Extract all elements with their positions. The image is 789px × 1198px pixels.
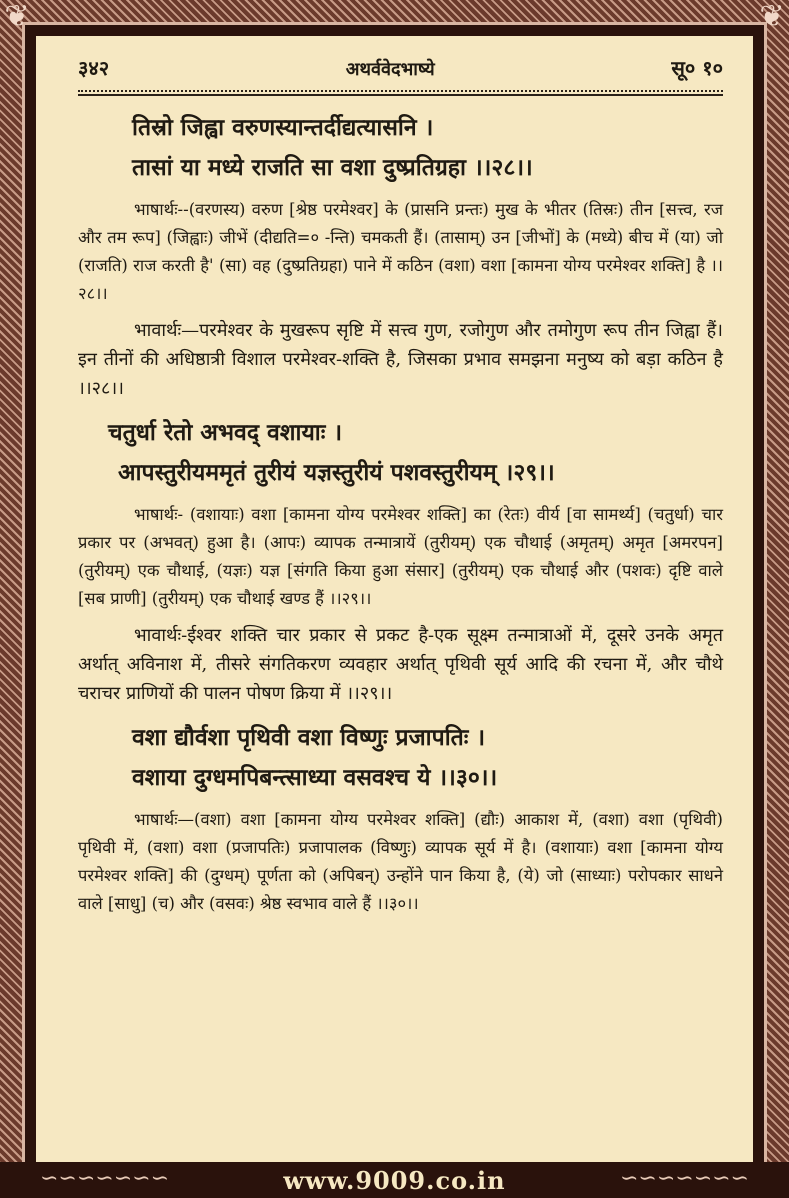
- scroll-ornament-icon: ∽∽∽∽∽∽∽: [619, 1166, 749, 1191]
- verse-29-line-2: आपस्तुरीयममृतं तुरीयं यज्ञस्तुरीयं पशवस्तुरीयम् ।२९।।: [118, 459, 555, 486]
- commentary-28-padartha: भाषार्थः--(वरणस्य) वरुण [श्रेष्ठ परमेश्वर] के (प्रासनि प्रन्तः) मुख के भीतर (तिस्रः) तीन [सत्त्व, रज और तम रूप] (जिह्वाः) जीभें (दीद्यति=० -न्ति) चमकती हैं। (तासाम्) उन [जीभों] के (मध्ये) बीच में (या) जो (राजति) राज करती है' (सा) वह (दुष्प्रतिग्रहा) पाने में कठिन (वशा) वशा [कामना योग्य परमेश्वर शक्ति] है ।।२८।।: [78, 200, 723, 303]
- website-link[interactable]: www.9009.co.in: [283, 1165, 506, 1195]
- commentary-29-bhavartha: भावार्थः-ईश्वर शक्ति चार प्रकार से प्रकट है-एक सूक्ष्म तन्मात्राओं में, दूसरे उनके अमृत अर्थात् अविनाश में, तीसरे संगतिकरण व्यवहार अर्थात् पृथिवी सूर्य आदि की रचना में, और चौथे चराचर प्राणियों की पालन पोषण क्रिया में ।।२९।।: [78, 625, 723, 704]
- commentary-28-bhavartha: भावार्थः—परमेश्वर के मुखरूप सृष्टि में सत्त्व गुण, रजोगुण और तमोगुण रूप तीन जिह्वा हैं। इन तीनों की अधिष्ठात्री विशाल परमेश्वर-शक्ति है, जिसका प्रभाव समझना मनुष्य को बड़ा कठिन है ।।२८।।: [78, 320, 723, 399]
- corner-ornament-icon: ❦: [759, 0, 785, 34]
- sukta-number: सू० १०: [671, 56, 723, 80]
- header-rule: [78, 90, 723, 96]
- page-number: ३४२: [78, 56, 110, 80]
- commentary-29-padartha: भाषार्थः- (वशायाः) वशा [कामना योग्य परमेश्वर शक्ति] का (रेतः) वीर्य [वा सामर्थ्य] (चतुर्धा) चार प्रकार पर (अभवत्) हुआ है। (आपः) व्यापक तन्मात्रायें (तुरीयम्) एक चौथाई (अमृतम्) अमृत [अमरपन] (तुरीयम्) एक चौथाई, (यज्ञः) यज्ञ [संगति किया हुआ संसार] (तुरीयम्) एक चौथाई और (पशवः) दृष्टि वाले [सब प्राणी] (तुरीयम्) एक चौथाई खण्ड हैं ।।२९।।: [78, 505, 723, 608]
- corner-ornament-icon: ❦: [4, 0, 30, 34]
- verse-29-line-1: चतुर्धा रेतो अभवद् वशायाः ।: [108, 419, 343, 446]
- verse-28-line-1: तिस्रो जिह्वा वरुणस्यान्तर्दीद्यत्यासनि ।: [132, 114, 434, 141]
- commentary-30-padartha: भाषार्थः—(वशा) वशा [कामना योग्य परमेश्वर शक्ति] (द्यौः) आकाश में, (वशा) वशा (पृथिवी) पृथिवी में, (वशा) वशा (प्रजापतिः) प्रजापालक (विष्णुः) व्यापक सूर्य में है। (वशायाः) वशा [कामना योग्य परमेश्वर शक्ति] की (दुग्धम्) पूर्णता को (अपिबन्) उन्होंने पान किया है, (ये) जो (साध्याः) परोपकार साधने वाले [साधु] (च) और (वसवः) श्रेष्ठ स्वभाव वाले हैं ।।३०।।: [78, 810, 723, 913]
- page-header: [78, 54, 723, 84]
- book-title: अथर्ववेदभाष्ये: [345, 59, 435, 80]
- verse-28-line-2: तासां या मध्ये राजति सा वशा दुष्प्रतिग्रहा ।।२८।।: [132, 154, 533, 181]
- book-page: [36, 36, 753, 1162]
- verse-30-line-2: वशाया दुग्धमपिबन्त्साध्या वसवश्च ये ।।३०।।: [132, 764, 498, 791]
- verse-30-line-1: वशा द्यौर्वशा पृथिवी वशा विष्णुः प्रजापतिः ।: [132, 724, 486, 751]
- scroll-ornament-icon: ∽∽∽∽∽∽∽: [40, 1166, 170, 1191]
